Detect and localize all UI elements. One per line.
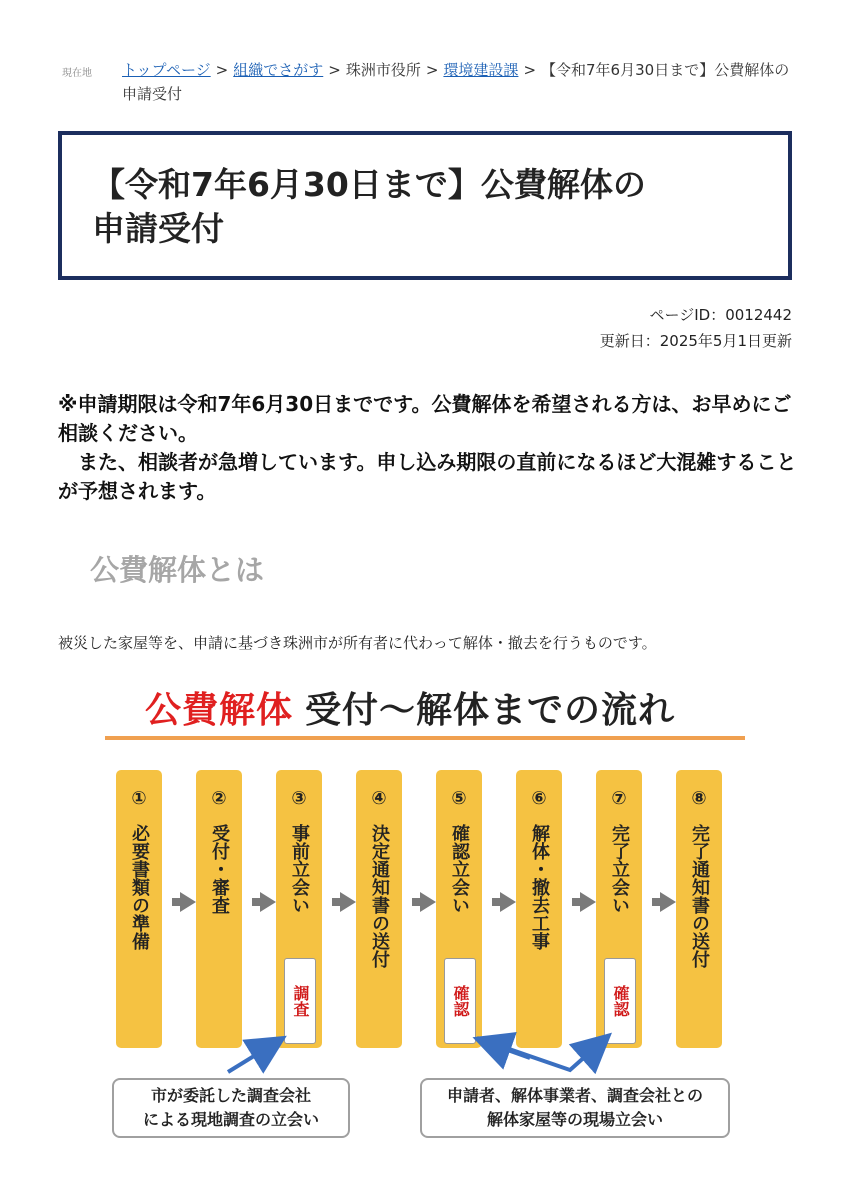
page-title-line2: 申請受付 [92, 209, 224, 248]
breadcrumb [62, 58, 802, 106]
flow-step-label: 完了立会い [609, 824, 630, 914]
page-id: ページID：0012442 [649, 306, 792, 324]
flow-step-label: 決定通知書の送付 [369, 824, 390, 968]
breadcrumb-separator: > [523, 61, 537, 79]
section-description: 被災した家屋等を、申請に基づき珠洲市が所有者に代わって解体・撤去を行うものです。 [58, 634, 657, 652]
callout-site-line2: 解体家屋等の現場立会い [486, 1110, 663, 1129]
page-title [92, 163, 692, 251]
flow-step-number: ⑤ [451, 788, 467, 809]
flow-step-number: ⑦ [611, 788, 627, 809]
flow-step-label: 確認立会い [449, 824, 470, 914]
breadcrumb-separator: > [215, 61, 229, 79]
page-title-line1: 【令和7年6月30日まで】公費解体の [92, 165, 646, 204]
notice-line2: また、相談者が急増しています。申し込み期限の直前になるほど大混雑することが予想されます。 [58, 450, 797, 503]
page-meta [600, 302, 792, 354]
flow-title-rest: 受付〜解体までの流れ [305, 690, 676, 731]
breadcrumb-separator: > [328, 61, 341, 79]
callout-survey-line2: による現地調査の立会い [142, 1110, 319, 1129]
flow-step-sub-label: 確認 [604, 958, 636, 1044]
page-title-box [58, 131, 792, 280]
flow-step-label: 事前立会い [289, 824, 310, 914]
deadline-notice [58, 390, 798, 506]
flow-step-label: 解体・撤去工事 [529, 824, 550, 950]
flow-step-label: 完了通知書の送付 [689, 824, 710, 968]
flow-step-number: ⑥ [531, 788, 547, 809]
breadcrumb-item-city-office: 珠洲市役所 [345, 61, 421, 79]
pointer-arrow-survey [228, 1040, 280, 1072]
breadcrumb-here-label: 現在地 [62, 68, 92, 79]
flow-step-label: 受付・審査 [209, 824, 230, 914]
breadcrumb-link-top[interactable]: トップページ [122, 61, 211, 79]
flow-step-number: ② [211, 788, 227, 809]
callout-survey-line1: 市が委託した調査会社 [150, 1086, 311, 1105]
updated-date: 更新日：2025年5月1日更新 [599, 332, 792, 350]
flow-title-highlight: 公費解体 [145, 690, 294, 731]
flow-diagram [0, 670, 848, 1150]
flow-step-number: ⑧ [691, 788, 707, 809]
pointer-arrow-confirm [477, 1038, 606, 1070]
callout-site-line1: 申請者、解体事業者、調査会社との [446, 1086, 703, 1105]
notice-line1: ※申請期限は令和7年6月30日までです。公費解体を希望される方は、お早めにご相談ください。 [58, 392, 792, 445]
breadcrumb-link-department[interactable]: 環境建設課 [443, 61, 519, 79]
flow-step-label: 必要書類の準備 [129, 824, 150, 950]
pointer-arrow-confirm-left [480, 1040, 530, 1058]
flow-step-number: ④ [371, 788, 387, 809]
breadcrumb-separator: > [425, 61, 439, 79]
breadcrumb-link-organization[interactable]: 組織でさがす [233, 61, 324, 79]
flow-step-number: ① [131, 788, 147, 809]
flow-step-number: ③ [291, 788, 307, 809]
flow-step-sub-label: 調査 [284, 958, 316, 1044]
breadcrumb-item-current: 【令和7年6月30日まで】公費解体の申請受付 [122, 61, 790, 103]
flow-step-sub-label: 確認 [444, 958, 476, 1044]
section-heading: 公費解体とは [90, 553, 265, 587]
callout-site-inspection [420, 1078, 730, 1138]
callout-survey [112, 1078, 350, 1138]
